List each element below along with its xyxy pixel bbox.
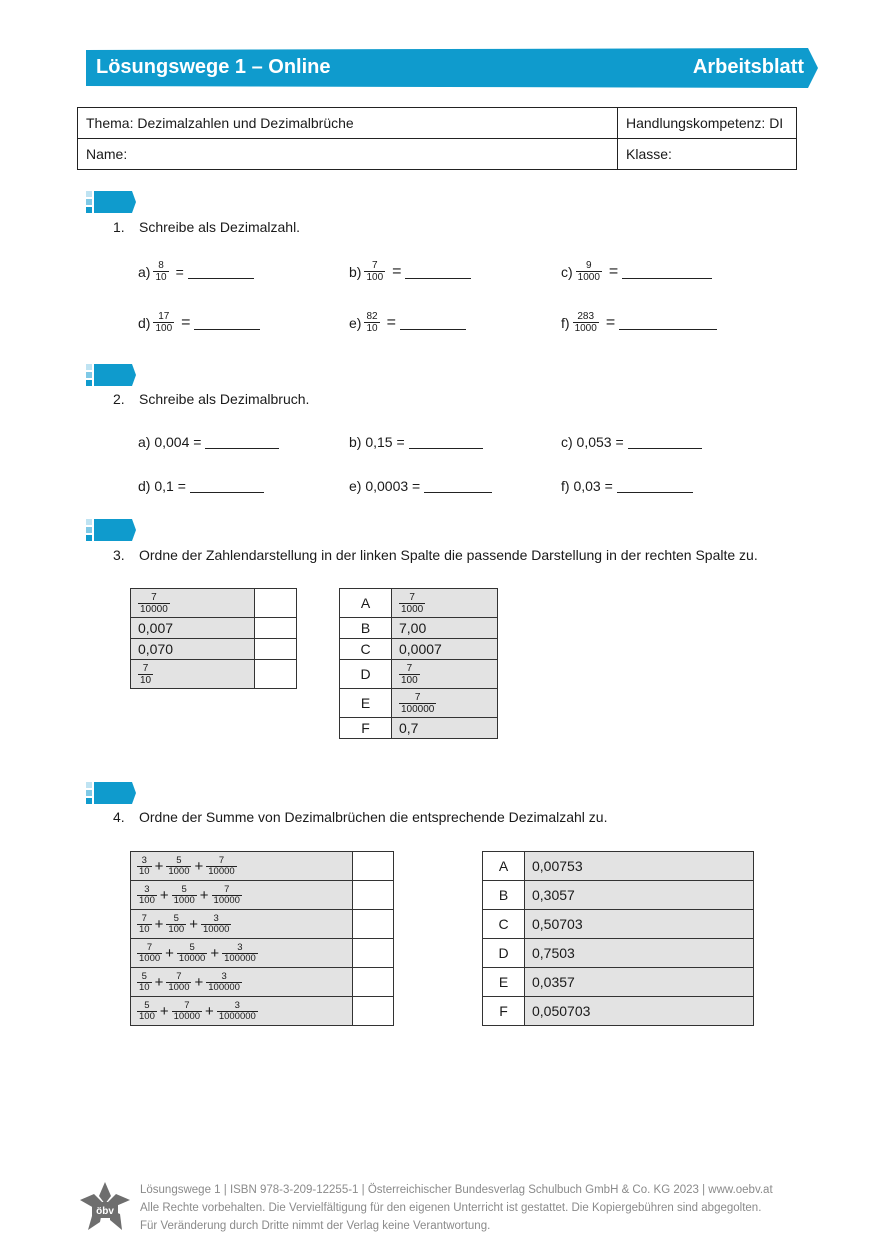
table-row — [483, 997, 754, 1026]
task1-item-c: c) $\frac{9}{1000}$ = — [561, 260, 712, 283]
task1-item-f: f) $\frac{283}{1000}$ = — [561, 311, 717, 334]
task1-item-e: e) $\frac{82}{10}$ = — [349, 311, 466, 334]
table-row — [483, 852, 754, 881]
answer-blank[interactable] — [205, 435, 279, 449]
task2-item-e: e) 0,0003 = — [349, 478, 492, 494]
answer-blank[interactable] — [194, 316, 260, 330]
letter-cell: A — [483, 852, 525, 881]
table-cell: $\frac{7}{10}$ — [131, 660, 255, 689]
answer-cell[interactable] — [353, 968, 394, 997]
table-cell: 0,00753 — [525, 852, 754, 881]
klasse-field[interactable]: Klasse: — [618, 139, 797, 170]
task4-text: Ordne der Summe von Dezimalbrüchen die entsprechende Dezimalzahl zu. — [139, 809, 608, 825]
letter-cell: E — [483, 968, 525, 997]
letter-cell: B — [340, 618, 392, 639]
table-cell: $\frac{3}{100}$ + $\frac{5}{1000}$ + $\frac{7}{10000}$ — [131, 881, 353, 910]
table-cell: 0,3057 — [525, 881, 754, 910]
answer-cell[interactable] — [353, 939, 394, 968]
table-row — [131, 589, 297, 618]
task2-number: 2. — [113, 391, 125, 407]
table-row — [340, 718, 498, 739]
table-cell: 0,7503 — [525, 939, 754, 968]
kompetenz-cell: Handlungskompetenz: DI — [618, 108, 797, 139]
task2-item-b: b) 0,15 = — [349, 434, 483, 450]
table-row — [131, 852, 394, 881]
answer-blank[interactable] — [409, 435, 483, 449]
task3-right-table — [339, 588, 498, 739]
table-cell: 0,050703 — [525, 997, 754, 1026]
table-row — [340, 639, 498, 660]
letter-cell: C — [483, 910, 525, 939]
table-cell: $\frac{7}{10000}$ — [131, 589, 255, 618]
footer-line: Für Veränderung durch Dritte nimmt der Verlag keine Verantwortung. — [140, 1220, 491, 1232]
table-row — [131, 660, 297, 689]
task4-number: 4. — [113, 809, 125, 825]
table-row — [131, 939, 394, 968]
answer-blank[interactable] — [424, 479, 492, 493]
svg-text:öbv: öbv — [96, 1206, 114, 1217]
task1-item-d: d) $\frac{17}{100}$ = — [138, 311, 260, 334]
answer-blank[interactable] — [622, 265, 712, 279]
table-cell: 0,070 — [131, 639, 255, 660]
answer-cell[interactable] — [255, 589, 297, 618]
header-banner — [86, 48, 818, 88]
task3-number: 3. — [113, 547, 125, 563]
section-marker-icon — [86, 191, 138, 213]
table-cell: $\frac{7}{100000}$ — [392, 689, 498, 718]
answer-blank[interactable] — [400, 316, 466, 330]
table-row — [131, 968, 394, 997]
table-cell: $\frac{5}{100}$ + $\frac{7}{10000}$ + $\frac{3}{1000000}$ — [131, 997, 353, 1026]
answer-blank[interactable] — [617, 479, 693, 493]
task2-item-a: a) 0,004 = — [138, 434, 279, 450]
letter-cell: A — [340, 589, 392, 618]
table-cell: $\frac{7}{1000}$ — [392, 589, 498, 618]
table-cell: $\frac{3}{10}$ + $\frac{5}{1000}$ + $\frac{7}{10000}$ — [131, 852, 353, 881]
section-marker-icon — [86, 519, 138, 541]
letter-cell: B — [483, 881, 525, 910]
answer-blank[interactable] — [405, 265, 471, 279]
section-marker-icon — [86, 364, 138, 386]
table-row — [483, 939, 754, 968]
table-row — [340, 618, 498, 639]
answer-blank[interactable] — [188, 265, 254, 279]
task4-right-table — [482, 851, 754, 1026]
letter-cell: D — [483, 939, 525, 968]
letter-cell: F — [340, 718, 392, 739]
table-row — [131, 910, 394, 939]
answer-cell[interactable] — [353, 910, 394, 939]
task1-item-a: a) $\frac{8}{10}$ = — [138, 260, 254, 283]
task1-text: Schreibe als Dezimalzahl. — [139, 219, 301, 235]
footer-text — [140, 1181, 773, 1235]
header-title: Lösungswege 1 – Online — [96, 56, 331, 78]
section-marker-icon — [86, 782, 138, 804]
task2-text: Schreibe als Dezimalbruch. — [139, 391, 310, 407]
oebv-logo-icon — [78, 1180, 132, 1234]
table-cell: $\frac{5}{10}$ + $\frac{7}{1000}$ + $\frac{3}{100000}$ — [131, 968, 353, 997]
task3-left-table — [130, 588, 297, 689]
answer-cell[interactable] — [255, 639, 297, 660]
answer-blank[interactable] — [619, 316, 717, 330]
task2-item-c: c) 0,053 = — [561, 434, 702, 450]
task3-text: Ordne der Zahlendarstellung in der linken Spalte die passende Darstellung in der rechten Spalte zu. — [139, 547, 758, 563]
letter-cell: C — [340, 639, 392, 660]
info-table — [77, 107, 797, 170]
task2-item-f: f) 0,03 = — [561, 478, 693, 494]
table-row — [340, 660, 498, 689]
answer-cell[interactable] — [255, 660, 297, 689]
table-row — [131, 997, 394, 1026]
header-type: Arbeitsblatt — [692, 56, 804, 78]
table-cell: 7,00 — [392, 618, 498, 639]
answer-cell[interactable] — [353, 881, 394, 910]
task1-item-b: b) $\frac{7}{100}$ = — [349, 260, 471, 283]
table-cell: 0,50703 — [525, 910, 754, 939]
task1-number: 1. — [113, 219, 125, 235]
table-row — [483, 910, 754, 939]
table-row — [483, 968, 754, 997]
table-cell: 0,007 — [131, 618, 255, 639]
table-cell: 0,7 — [392, 718, 498, 739]
task2-item-d: d) 0,1 = — [138, 478, 264, 494]
letter-cell: F — [483, 997, 525, 1026]
table-cell: 0,0007 — [392, 639, 498, 660]
table-cell: $\frac{7}{1000}$ + $\frac{5}{10000}$ + $\frac{3}{100000}$ — [131, 939, 353, 968]
letter-cell: E — [340, 689, 392, 718]
table-row — [483, 881, 754, 910]
answer-cell[interactable] — [255, 618, 297, 639]
answer-cell[interactable] — [353, 997, 394, 1026]
task4-left-table — [130, 851, 394, 1026]
answer-blank[interactable] — [190, 479, 264, 493]
footer-line: Alle Rechte vorbehalten. Die Vervielfältigung für den eigenen Unterricht ist gestattet. Die Kopiergebühren sind abgegolten. — [140, 1202, 762, 1214]
table-row — [131, 881, 394, 910]
thema-cell: Thema: Dezimalzahlen und Dezimalbrüche — [78, 108, 618, 139]
table-row — [131, 639, 297, 660]
table-cell: $\frac{7}{100}$ — [392, 660, 498, 689]
table-row — [340, 589, 498, 618]
table-row — [131, 618, 297, 639]
answer-blank[interactable] — [628, 435, 702, 449]
letter-cell: D — [340, 660, 392, 689]
answer-cell[interactable] — [353, 852, 394, 881]
footer-line: Lösungswege 1 | ISBN 978-3-209-12255-1 | Österreichischer Bundesverlag Schulbuch GmbH & Co. KG 2023 | www.oebv.at — [140, 1184, 773, 1196]
table-cell: 0,0357 — [525, 968, 754, 997]
name-field[interactable]: Name: — [78, 139, 618, 170]
table-cell: $\frac{7}{10}$ + $\frac{5}{100}$ + $\frac{3}{10000}$ — [131, 910, 353, 939]
table-row — [340, 689, 498, 718]
